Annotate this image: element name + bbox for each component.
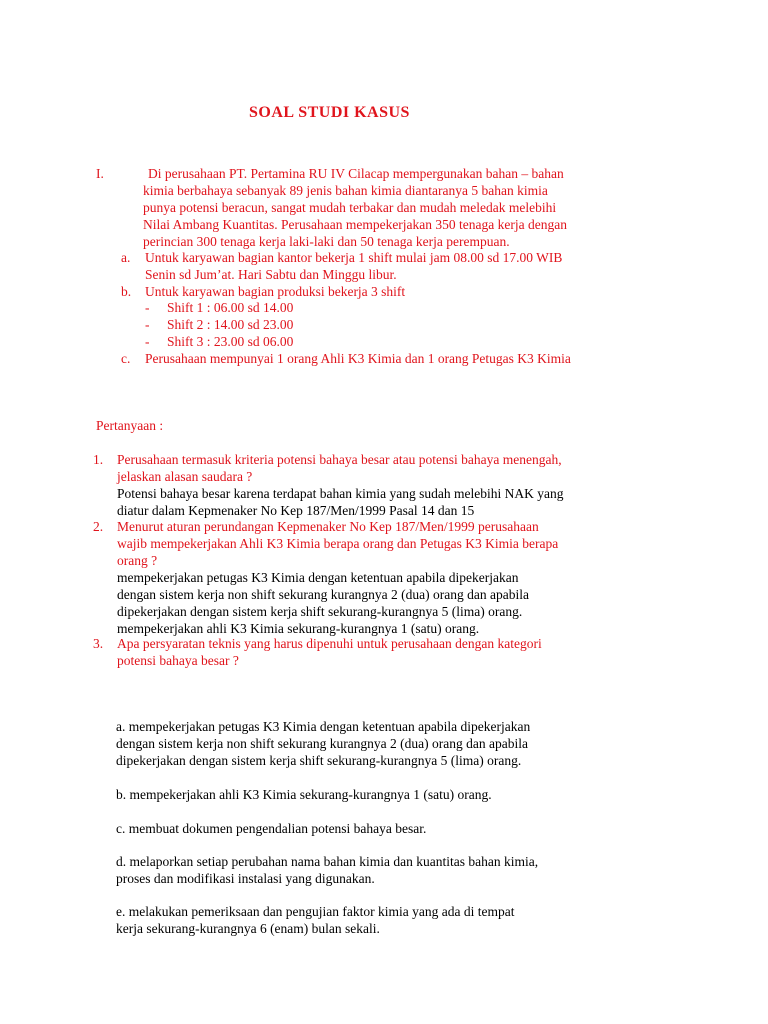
answer-d — [116, 853, 538, 887]
shift-item: Shift 1 : 06.00 sd 14.00 — [167, 300, 294, 315]
answer-line: c. membuat dokumen pengendalian potensi bahaya besar. — [116, 821, 427, 836]
answer-line: mempekerjakan ahli K3 Kimia sekurang-kurangnya 1 (satu) orang. — [117, 621, 480, 636]
questions-heading: Pertanyaan : — [96, 418, 164, 433]
list-marker: a. — [121, 250, 131, 265]
answer-line: dipekerjakan dengan sistem kerja shift sekurang-kurangnya 5 (lima) orang. — [116, 753, 522, 768]
shift-item: Shift 3 : 23.00 sd 06.00 — [167, 334, 294, 349]
answer-line: a. mempekerjakan petugas K3 Kimia dengan ketentuan apabila dipekerjakan — [116, 719, 531, 734]
answer-a — [116, 718, 530, 769]
question-line: potensi bahaya besar ? — [117, 653, 239, 668]
question-number: 1. — [93, 452, 104, 467]
answer-line: e. melakukan pemeriksaan dan pengujian faktor kimia yang ada di tempat — [116, 904, 515, 919]
list-item-line: Senin sd Jum’at. Hari Sabtu dan Minggu libur. — [145, 267, 397, 282]
answer-e — [116, 903, 514, 937]
case-line: perincian 300 tenaga kerja laki-laki dan 50 tenaga kerja perempuan. — [143, 234, 510, 249]
question-line: orang ? — [117, 553, 158, 568]
list-item — [145, 249, 562, 283]
list-marker: b. — [121, 284, 132, 299]
answer-line: Potensi bahaya besar karena terdapat bahan kimia yang sudah melebihi NAK yang — [117, 486, 564, 501]
case-paragraph — [143, 165, 567, 250]
list-item-line: Untuk karyawan bagian kantor bekerja 1 shift mulai jam 08.00 sd 17.00 WIB — [145, 250, 563, 265]
answer-line: kerja sekurang-kurangnya 6 (enam) bulan sekali. — [116, 921, 380, 936]
case-line: punya potensi beracun, sangat mudah terbakar dan mudah meledak melebihi — [143, 200, 557, 215]
shift-dash: - — [145, 334, 150, 349]
question-line: Perusahaan termasuk kriteria potensi bahaya besar atau potensi bahaya menengah, — [117, 452, 562, 467]
case-line: Nilai Ambang Kuantitas. Perusahaan mempekerjakan 350 tenaga kerja dengan — [143, 217, 567, 232]
answer-b — [116, 786, 492, 803]
document-title: SOAL STUDI KASUS — [249, 104, 410, 121]
answer-line: dipekerjakan dengan sistem kerja shift sekurang-kurangnya 5 (lima) orang. — [117, 604, 523, 619]
question-line: jelaskan alasan saudara ? — [117, 469, 253, 484]
question-number: 3. — [93, 636, 104, 651]
answer-line: dengan sistem kerja non shift sekurang kurangnya 2 (dua) orang dan apabila — [116, 736, 528, 751]
question-line: wajib mempekerjakan Ahli K3 Kimia berapa orang dan Petugas K3 Kimia berapa — [117, 536, 559, 551]
case-line: kimia berbahaya sebanyak 89 jenis bahan kimia diantaranya 5 bahan kimia — [143, 183, 548, 198]
question-number: 2. — [93, 519, 104, 534]
case-line: Di perusahaan PT. Pertamina RU IV Cilacap mempergunakan bahan – bahan — [148, 166, 564, 181]
question-block — [117, 635, 542, 669]
answer-line: diatur dalam Kepmenaker No Kep 187/Men/1999 Pasal 14 dan 15 — [117, 503, 475, 518]
answer-line: mempekerjakan petugas K3 Kimia dengan ketentuan apabila dipekerjakan — [117, 570, 519, 585]
answer-line: proses dan modifikasi instalasi yang digunakan. — [116, 871, 375, 886]
answer-line: d. melaporkan setiap perubahan nama bahan kimia dan kuantitas bahan kimia, — [116, 854, 539, 869]
question-block — [117, 451, 563, 519]
list-item: Untuk karyawan bagian produksi bekerja 3 shift — [145, 284, 406, 299]
shift-dash: - — [145, 300, 150, 315]
question-block — [117, 518, 558, 637]
answer-c — [116, 820, 426, 837]
list-marker: c. — [121, 351, 131, 366]
answer-line: dengan sistem kerja non shift sekurang kurangnya 2 (dua) orang dan apabila — [117, 587, 529, 602]
case-number: I. — [96, 166, 104, 181]
shift-dash: - — [145, 317, 150, 332]
question-line: Menurut aturan perundangan Kepmenaker No Kep 187/Men/1999 perusahaan — [117, 519, 539, 534]
list-item: Perusahaan mempunyai 1 orang Ahli K3 Kimia dan 1 orang Petugas K3 Kimia — [145, 351, 571, 366]
answer-line: b. mempekerjakan ahli K3 Kimia sekurang-kurangnya 1 (satu) orang. — [116, 787, 492, 802]
question-line: Apa persyaratan teknis yang harus dipenuhi untuk perusahaan dengan kategori — [117, 636, 542, 651]
shift-item: Shift 2 : 14.00 sd 23.00 — [167, 317, 294, 332]
